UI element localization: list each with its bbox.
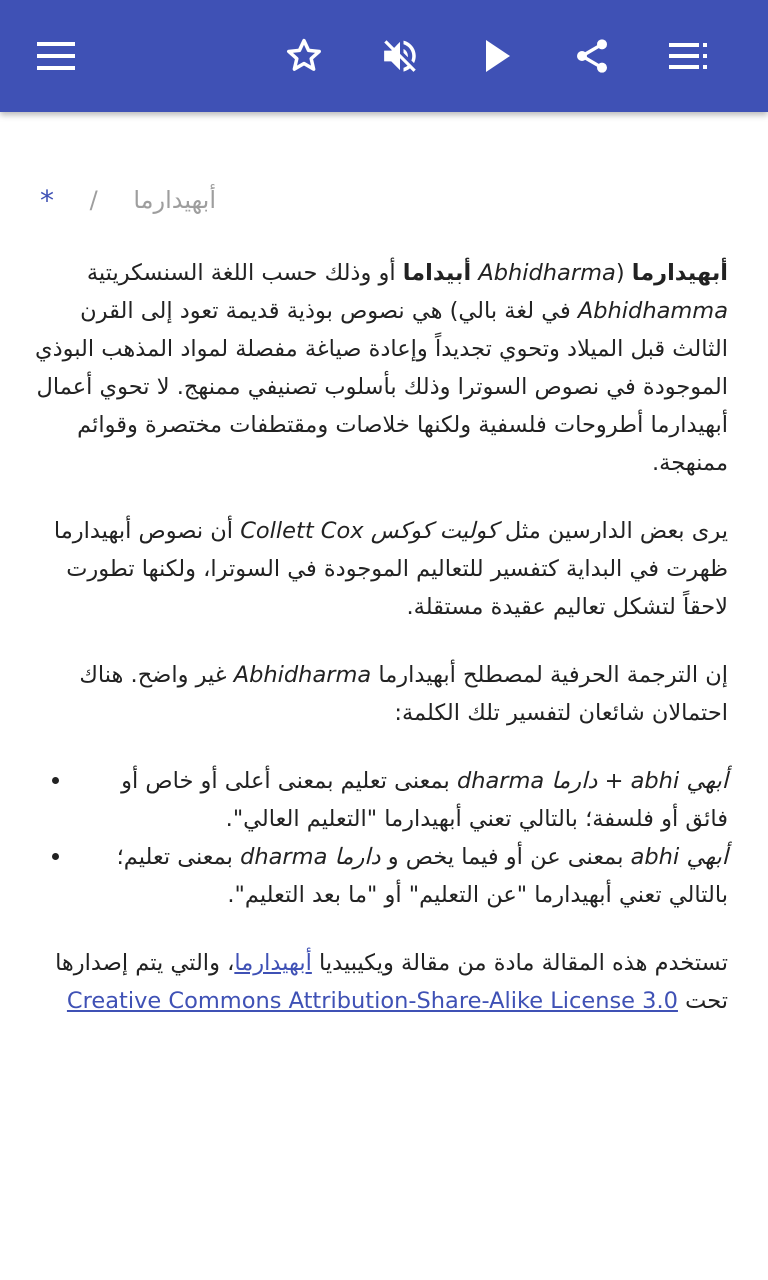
term-italic: Abhidhamma: [577, 298, 728, 324]
breadcrumb-separator: /: [89, 186, 98, 214]
term-italic: أبهي: [686, 768, 728, 794]
intro-paragraph: [34, 254, 728, 482]
play-button[interactable]: [470, 28, 526, 84]
play-icon: [484, 40, 512, 72]
term-italic: dharma: [240, 844, 328, 870]
breadcrumb: [40, 180, 216, 220]
term-italic: dharma: [456, 768, 545, 794]
text: [327, 844, 334, 870]
bullet-icon: [52, 777, 59, 784]
article-body: [34, 254, 728, 1050]
list-item: [34, 838, 728, 914]
license-paragraph: [34, 944, 728, 1020]
text: تستخدم هذه المقالة مادة من مقالة ويكيبيديا: [311, 950, 728, 976]
wikipedia-article-link[interactable]: أبهيدارما: [234, 950, 312, 976]
breadcrumb-current: أبهيدارما: [133, 186, 216, 214]
text: في لغة بالي) هي نصوص بوذية قديمة تعود إلى القرن الثالث قبل الميلاد وتحوي تجديداً وإعادة صياغة مفصلة لمواد المذهب البوذي الموجودة في نصوص السوترا وذلك بأسلوب تصنيفي ممنهج. لا تحوي أعمال أبهيدارما أطروحات فلسفية ولكنها خلاصات ومقتطفات مختصرة وقوائم ممنهجة.: [35, 298, 728, 476]
scholars-paragraph: [34, 512, 728, 626]
term-italic: Abhidharma: [478, 260, 616, 286]
table-of-contents-button[interactable]: [660, 28, 716, 84]
license-link[interactable]: Creative Commons Attribution-Share-Alike License 3.0: [66, 988, 678, 1014]
share-button[interactable]: [564, 28, 620, 84]
text: وذلك حسب اللغة السنسكريتية: [86, 260, 372, 286]
meanings-list: [34, 762, 728, 914]
term-italic: abhi: [630, 844, 680, 870]
term-italic: كوليت كوكس: [370, 518, 498, 544]
mute-button[interactable]: [372, 28, 428, 84]
term-italic: Collett Cox: [240, 518, 364, 544]
list-icon: [669, 43, 707, 69]
volume-off-icon: [379, 35, 421, 77]
text: أو: [371, 260, 403, 286]
text: (: [615, 260, 632, 286]
text: بمعنى تعليم؛ بالتالي تعني أبهيدارما "عن التعليم" أو "ما بعد التعليم".: [116, 844, 728, 908]
menu-icon: [37, 42, 75, 70]
bullet-icon: [52, 853, 59, 860]
text: [364, 518, 371, 544]
app-bar: [0, 0, 768, 112]
text: يرى بعض الدارسين مثل: [497, 518, 728, 544]
list-item: [34, 762, 728, 838]
term-bold: أبيداما: [402, 260, 472, 286]
term-italic: Abhidharma: [233, 662, 372, 688]
text: بمعنى تعليم بمعنى أعلى أو خاص أو فائق أو فلسفة؛ بالتالي تعني أبهيدارما "التعليم العالي".: [121, 768, 728, 832]
share-icon: [572, 36, 612, 76]
text: غير واضح. هناك احتمالان شائعان لتفسير تلك الكلمة:: [79, 662, 728, 726]
term-bold: أبهيدارما: [631, 260, 728, 286]
text: أن نصوص أبهيدارما ظهرت في البداية كتفسير للتعاليم الموجودة في السوترا، ولكنها تطورت لاحقاً لتشكل تعاليم عقيدة مستقلة.: [53, 518, 728, 620]
term-italic: أبهي: [686, 844, 728, 870]
term-italic: دارما: [334, 844, 381, 870]
breadcrumb-home[interactable]: *: [40, 183, 54, 217]
favorite-button[interactable]: [276, 28, 332, 84]
star-outline-icon: [283, 35, 325, 77]
translation-paragraph: [34, 656, 728, 732]
menu-button[interactable]: [28, 28, 84, 84]
term-italic: دارما: [551, 768, 598, 794]
text: بمعنى عن أو فيما يخص و: [380, 844, 631, 870]
text: +: [597, 768, 631, 794]
term-italic: abhi: [630, 768, 680, 794]
text: ، والتي يتم إصدارها تحت: [55, 950, 728, 1014]
text: إن الترجمة الحرفية لمصطلح أبهيدارما: [371, 662, 728, 688]
